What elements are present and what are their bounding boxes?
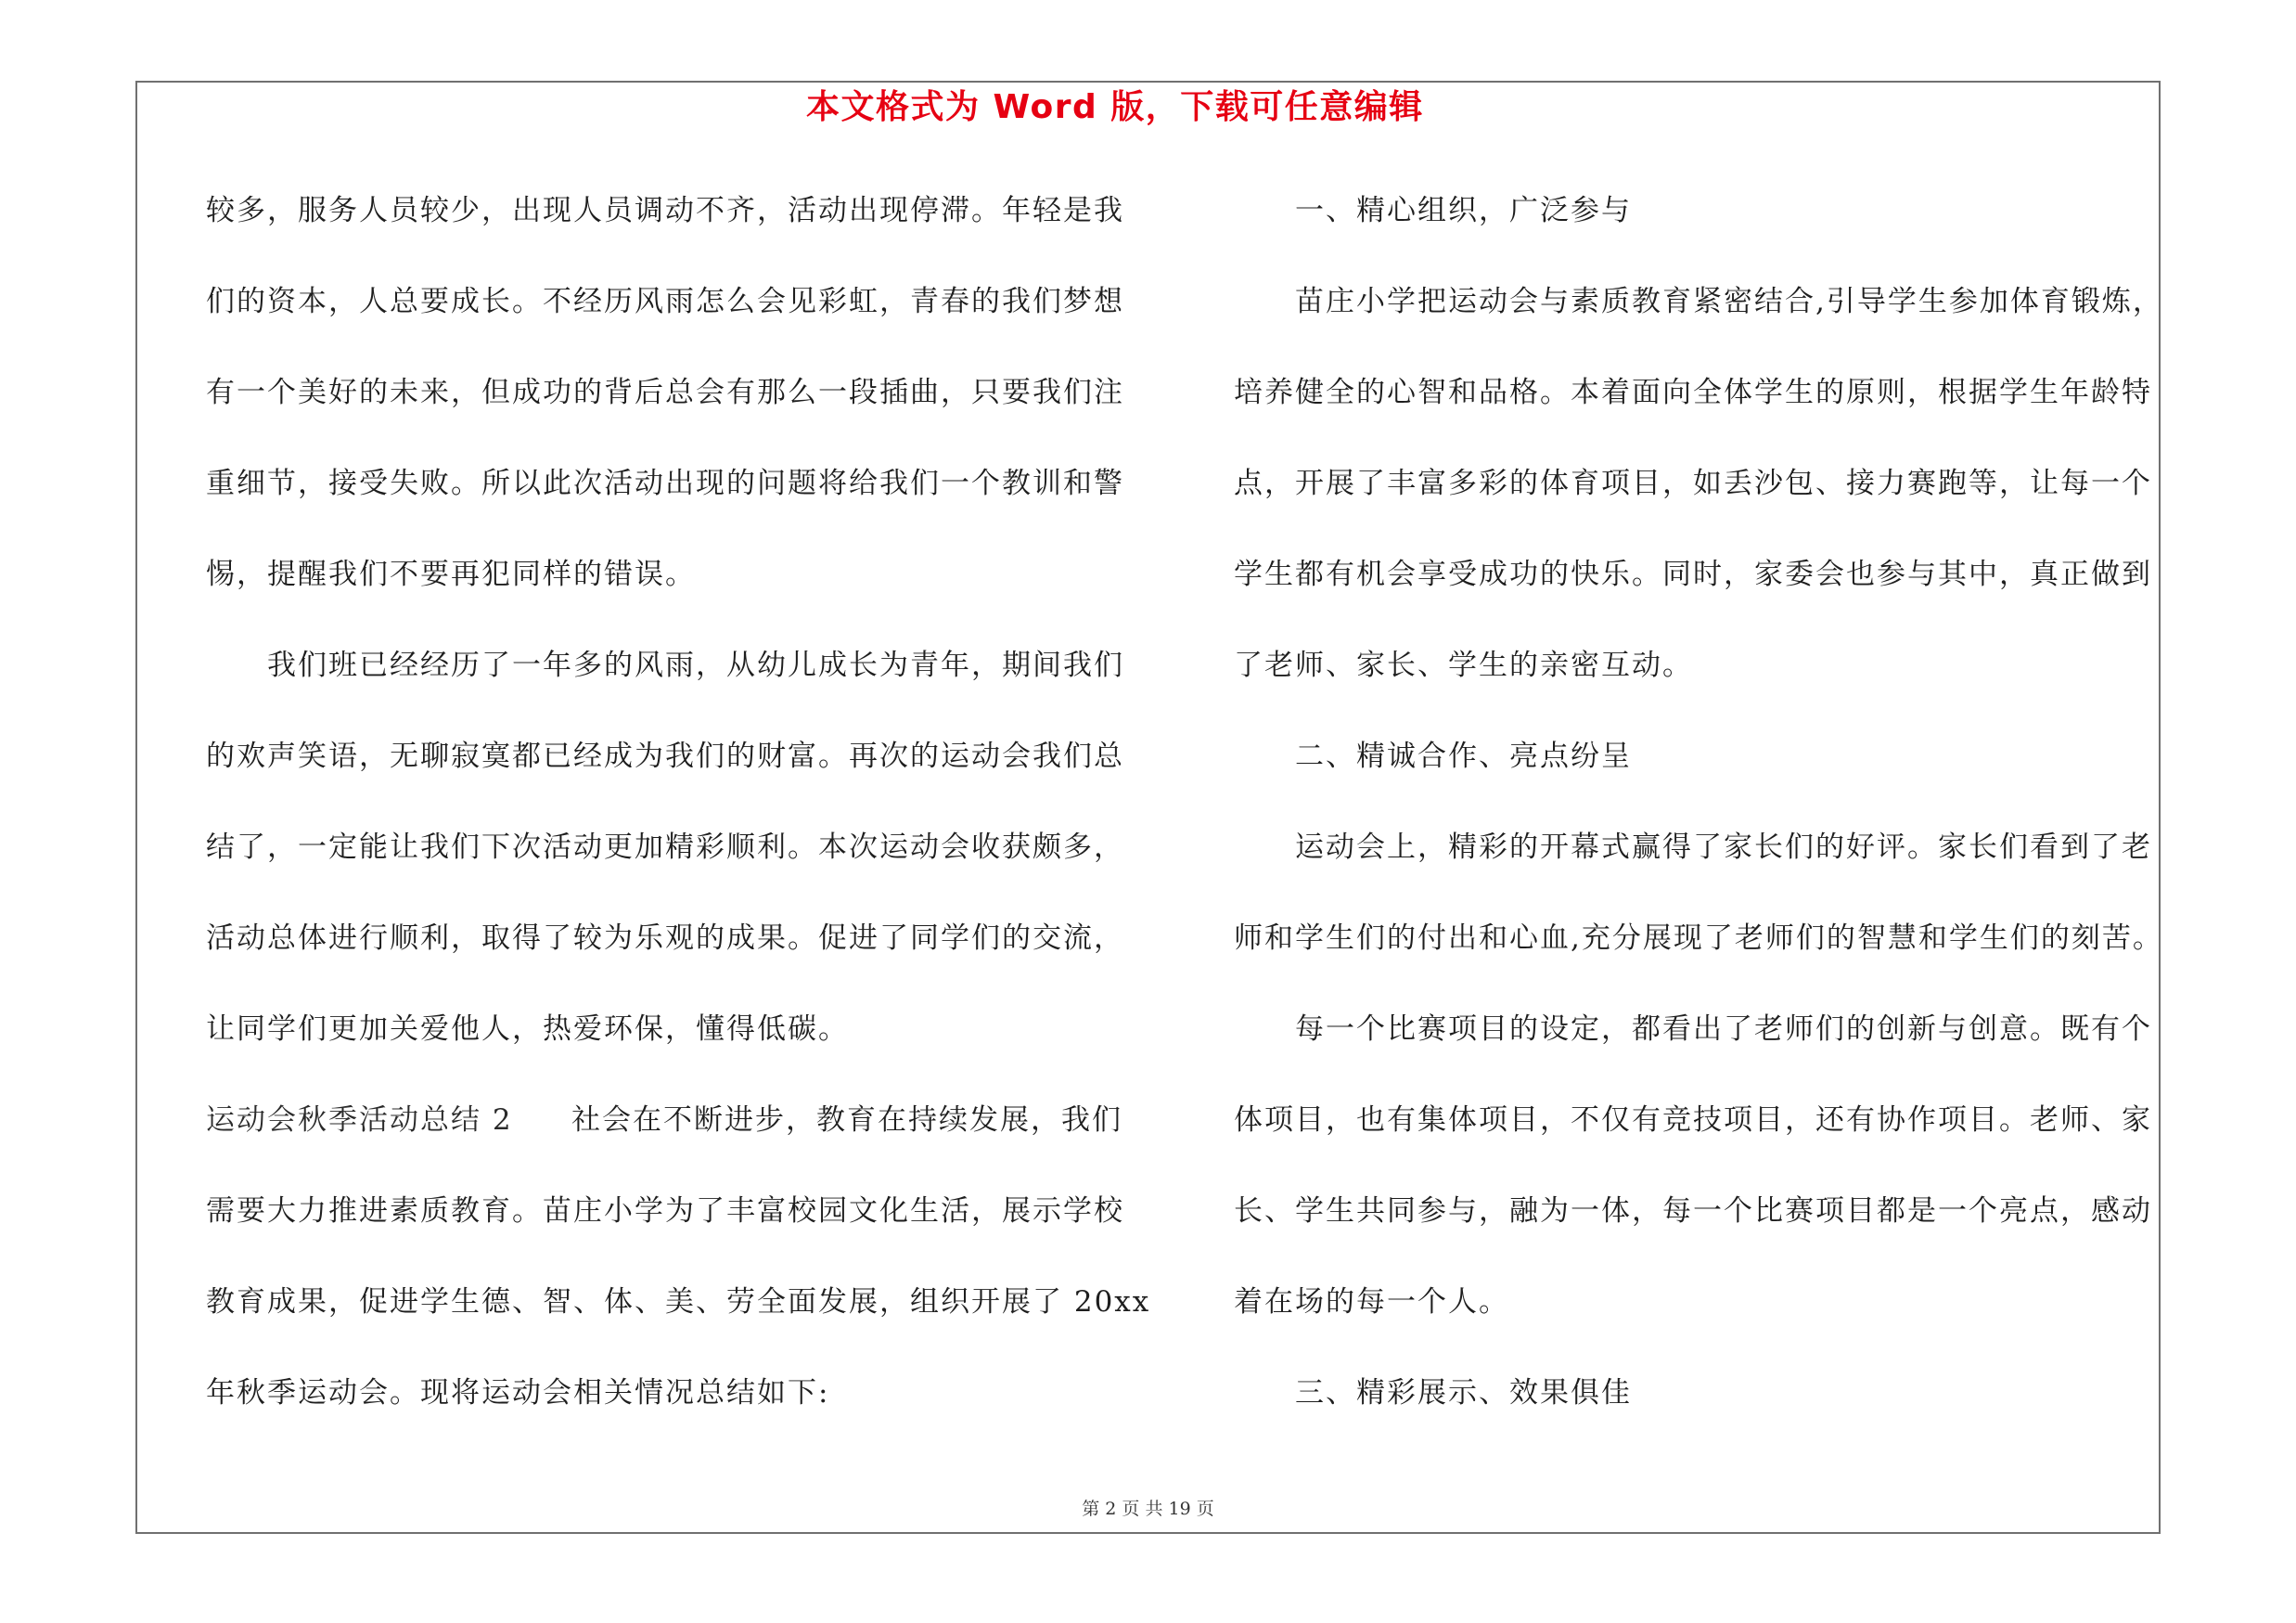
text-line: 苗庄小学把运动会与素质教育紧密结合,引导学生参加体育锻炼， (1295, 285, 2163, 318)
text-line: 惕，提醒我们不要再犯同样的错误。 (206, 558, 696, 591)
left-text-column (206, 165, 1189, 1438)
text-line: 点，开展了丰富多彩的体育项目，如丢沙包、接力赛跑等，让每一个 (1234, 467, 2152, 500)
text-line-segment: 社会在不断进步，教育在持续发展，我们 (571, 1103, 1122, 1137)
text-line: 培养健全的心智和品格。本着面向全体学生的原则，根据学生年龄特 (1234, 376, 2152, 409)
text-line: 教育成果，促进学生德、智、体、美、劳全面发展，组织开展了 20xx (206, 1285, 1151, 1319)
text-line: 长、学生共同参与，融为一体，每一个比赛项目都是一个亮点，感动 (1234, 1194, 2152, 1228)
text-line: 让同学们更加关爱他人，热爱环保，懂得低碳。 (206, 1012, 849, 1046)
text-line: 的欢声笑语，无聊寂寞都已经成为我们的财富。再次的运动会我们总 (206, 740, 1124, 773)
text-line: 需要大力推进素质教育。苗庄小学为了丰富校园文化生活，展示学校 (206, 1194, 1124, 1228)
text-line: 着在场的每一个人。 (1234, 1285, 1509, 1319)
text-line: 活动总体进行顺利，取得了较为乐观的成果。促进了同学们的交流， (206, 921, 1124, 955)
text-line: 了老师、家长、学生的亲密互动。 (1234, 649, 1693, 682)
subheading-line: 三、精彩展示、效果俱佳 (1295, 1376, 1632, 1410)
text-line: 重细节，接受失败。所以此次活动出现的问题将给我们一个教训和警 (206, 467, 1124, 500)
text-line: 运动会上，精彩的开幕式赢得了家长们的好评。家长们看到了老 (1295, 831, 2152, 864)
section-title: 运动会秋季活动总结 2 (206, 1103, 513, 1137)
right-text-column (1234, 165, 2236, 1438)
format-notice-header: 本文格式为 Word 版，下载可任意编辑 (806, 88, 1424, 126)
text-line: 体项目，也有集体项目，不仅有竞技项目，还有协作项目。老师、家 (1234, 1103, 2152, 1137)
page-number: 第 2 页 共 19 页 (1082, 1499, 1214, 1519)
text-line: 们的资本，人总要成长。不经历风雨怎么会见彩虹，青春的我们梦想 (206, 285, 1124, 318)
section-heading-line (206, 1075, 1189, 1166)
text-line: 学生都有机会享受成功的快乐。同时，家委会也参与其中，真正做到 (1234, 558, 2152, 591)
subheading-line: 一、精心组织，广泛参与 (1295, 194, 1632, 227)
text-line: 结了，一定能让我们下次活动更加精彩顺利。本次运动会收获颇多， (206, 831, 1124, 864)
text-line: 年秋季运动会。现将运动会相关情况总结如下: (206, 1376, 830, 1410)
text-line: 师和学生们的付出和心血,充分展现了老师们的智慧和学生们的刻苦。 (1234, 921, 2163, 955)
text-line: 较多，服务人员较少，出现人员调动不齐，活动出现停滞。年轻是我 (206, 194, 1124, 227)
text-line: 有一个美好的未来，但成功的背后总会有那么一段插曲，只要我们注 (206, 376, 1124, 409)
subheading-line: 二、精诚合作、亮点纷呈 (1295, 740, 1632, 773)
text-line: 我们班已经经历了一年多的风雨，从幼儿成长为青年，期间我们 (267, 649, 1124, 682)
text-line: 每一个比赛项目的设定，都看出了老师们的创新与创意。既有个 (1295, 1012, 2152, 1046)
